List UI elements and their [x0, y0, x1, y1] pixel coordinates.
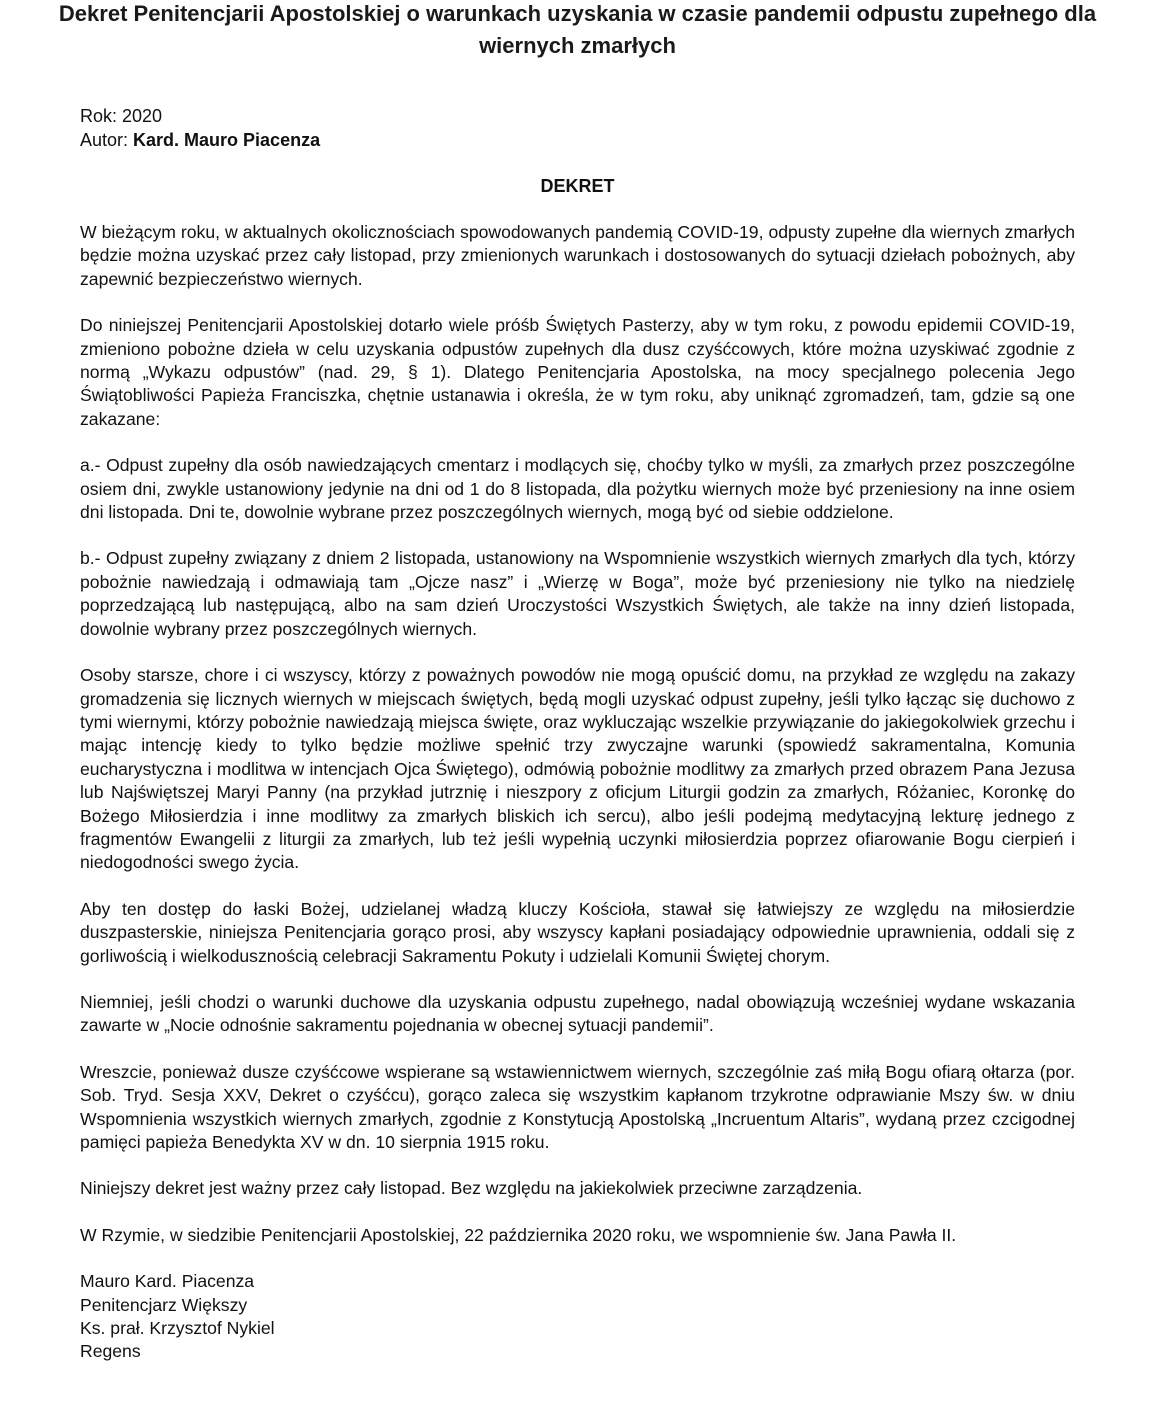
- signature-line: Mauro Kard. Piacenza: [80, 1271, 255, 1292]
- paragraph-priests: Aby ten dostęp do łaski Bożej, udzielanej władzą kluczy Kościoła, stawał się łatwiejszy ze względu na miłosierdzie duszpasterskie, niniejsza Penitencjaria gorąco prosi, aby wszyscy kapłani posiadający odpowiednie uprawnienia, oddali się z gorliwością i wielkodusznością celebracji Sakramentu Pokuty i udzielali Komunii Świętej chorym.: [80, 898, 1075, 966]
- author-name: Kard. Mauro Piacenza: [133, 130, 321, 150]
- document-title: Dekret Penitencjarii Apostolskiej o warunkach uzyskania w czasie pandemii odpustu zupełnego dla wiernych zmarłych: [58, 1, 1097, 58]
- decree-heading: DEKRET: [540, 176, 615, 196]
- paragraph-validity: Niniejszy dekret jest ważny przez cały listopad. Bez względu na jakiekolwiek przeciwne zarządzenia.: [80, 1178, 863, 1199]
- document-meta: [80, 104, 320, 152]
- paragraph-1: W bieżącym roku, w aktualnych okolicznościach spowodowanych pandemią COVID-19, odpusty zupełne dla wiernych zmarłych będzie można uzyskać przez cały listopad, przy zmienionych warunkach i dostosowanych do sytuacji dziełach pobożnych, aby zapewnić bezpieczeństwo wiernych.: [80, 222, 1075, 289]
- signature-line: Ks. prał. Krzysztof Nykiel: [80, 1318, 275, 1339]
- author-line: [80, 128, 320, 152]
- signature-line: Regens: [80, 1341, 141, 1362]
- document-body: [80, 221, 1075, 1364]
- paragraph-place-date: W Rzymie, w siedzibie Penitencjarii Apostolskiej, 22 października 2020 roku, we wspomnienie św. Jana Pawła II.: [80, 1224, 957, 1245]
- year-line: Rok: 2020: [80, 106, 163, 126]
- paragraph-a: a.- Odpust zupełny dla osób nawiedzających cmentarz i modlących się, choćby tylko w myśli, za zmarłych przez poszczególne osiem dni, zwykle ustanowiony jedynie na dni od 1 do 8 listopada, dla pożytku wiernych może być przeniesiony na inne osiem dni listopada. Dni te, dowolnie wybrane przez poszczególnych wiernych, mogą być od siebie oddzielone.: [80, 455, 1075, 523]
- paragraph-masses: Wreszcie, ponieważ dusze czyśćcowe wspierane są wstawiennictwem wiernych, szczególnie zaś miłą Bogu ofiarą ołtarza (por. Sob. Tryd. Sesja XXV, Dekret o czyśćcu), gorąco zaleca się wszystkim kapłanom trzykrotne odprawianie Mszy św. w dniu Wspomnienia wszystkich wiernych zmarłych, zgodnie z Konstytucją Apostolską „Incruentum Altaris”, wydaną przez czcigodnej pamięci papieża Benedykta XV w dn. 10 sierpnia 1915 roku.: [80, 1061, 1075, 1152]
- paragraph-elderly: Osoby starsze, chore i ci wszyscy, którzy z poważnych powodów nie mogą opuścić domu, na przykład ze względu na zakazy gromadzenia się licznych wiernych w miejscach świętych, będą mogli uzyskać odpust zupełny, jeśli tylko łącząc się duchowo z tymi wiernymi, którzy pobożnie nawiedzają miejsca święte, oraz wykluczając wszelkie przywiązanie do jakiegokolwiek grzechu i mając intencję kiedy to tylko będzie możliwe spełnić trzy zwyczajne warunki (spowiedź sakramentalna, Komunia eucharystyczna i modlitwa w intencjach Ojca Świętego), odmówią pobożnie modlitwy za zmarłych przed obrazem Pana Jezusa lub Najświętszej Maryi Panny (na przykład jutrznię i nieszpory z oficjum Liturgii godzin za zmarłych, Różaniec, Koronkę do Bożego Miłosierdzia i inne modlitwy za zmarłych bliskich ich sercu), albo jeśli podejmą medytacyjną lekturę jednego z fragmentów Ewangelii z liturgii za zmarłych, lub też jeśli wypełnią uczynki miłosierdzia poprzez ofiarowanie Bogu cierpień i niedogodności swego życia.: [80, 665, 1075, 873]
- paragraph-conditions: Niemniej, jeśli chodzi o warunki duchowe dla uzyskania odpustu zupełnego, nadal obowiązują wcześniej wydane wskazania zawarte w „Nocie odnośnie sakramentu pojednania w obecnej sytuacji pandemii”.: [80, 991, 1075, 1036]
- signature-line: Penitencjarz Większy: [80, 1294, 248, 1315]
- author-prefix: Autor:: [80, 130, 134, 150]
- paragraph-b: b.- Odpust zupełny związany z dniem 2 listopada, ustanowiony na Wspomnienie wszystkich wiernych zmarłych dla tych, którzy pobożnie nawiedzają i odmawiają tam „Ojcze nasz” i „Wierzę w Boga”, może być przeniesiony nie tylko na niedzielę poprzedzającą lub następującą, albo na sam dzień Uroczystości Wszystkich Świętych, ale także na inny dzień listopada, dowolnie wybrany przez poszczególnych wiernych.: [80, 548, 1075, 639]
- paragraph-2: Do niniejszej Penitencjarii Apostolskiej dotarło wiele próśb Świętych Pasterzy, aby w tym roku, z powodu epidemii COVID-19, zmieniono pobożne dzieła w celu uzyskania odpustów zupełnych dla dusz czyśćcowych, które można uzyskiwać zgodnie z normą „Wykazu odpustów” (nad. 29, § 1). Dlatego Penitencjaria Apostolska, na mocy specjalnego polecenia Jego Świątobliwości Papieża Franciszka, chętnie ustanawia i określa, że w tym roku, aby uniknąć zgromadzeń, tam, gdzie są one zakazane:: [80, 315, 1075, 429]
- signature-block: [80, 1270, 1075, 1364]
